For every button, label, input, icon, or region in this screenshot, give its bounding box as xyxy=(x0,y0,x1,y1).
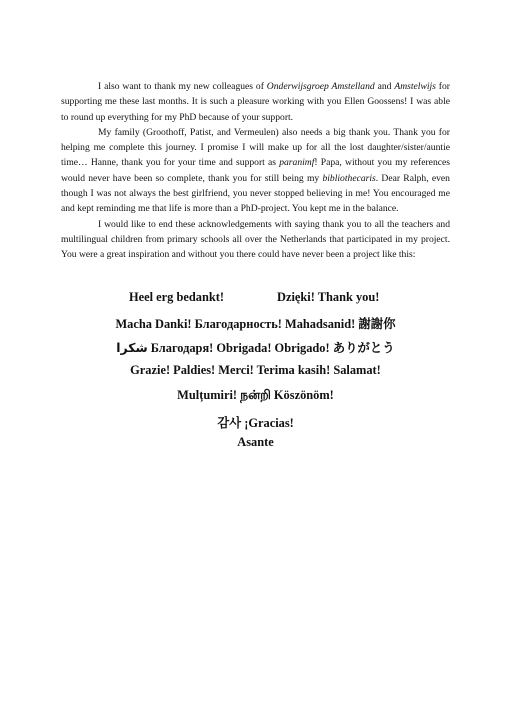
thanks-arabic: شكرا xyxy=(116,340,148,355)
thanks-text: Благодаря! Obrigada! Obrigado! xyxy=(150,341,330,355)
thanks-korean: 감사 xyxy=(217,415,242,430)
thanks-line-5 xyxy=(61,387,450,404)
paragraph-teachers: I would like to end these acknowledgements with saying thank you to all the teachers and multilingual children from primary schools all over the Netherlands that participated in my project. You were a great inspiration and without you there could have never been a project like this: xyxy=(61,218,450,261)
paragraph-colleagues xyxy=(61,79,450,125)
thanks-line-3 xyxy=(61,338,450,356)
thanks-tamil: நன்றி xyxy=(240,387,271,402)
thanks-japanese: ありがとう xyxy=(332,340,395,355)
thanks-line-6 xyxy=(61,413,450,431)
text-span: . Dear Ralph, even though I was not always the best girlfriend, you never stopped believing in me! You encouraged me and kept reminding me that life is more than a PhD-project. You kept me in the balance. xyxy=(61,172,450,215)
thanks-dutch: Heel erg bedankt! xyxy=(129,290,224,304)
italic-term: paranimf xyxy=(279,157,315,169)
thanks-line-1 xyxy=(61,290,450,308)
text-span: ! Papa, without you my references would never have been so complete, thank you for still being my xyxy=(61,157,450,184)
thanks-swahili: Asante xyxy=(237,435,274,449)
italic-term: Onderwijsgroep Amstelland xyxy=(266,81,375,92)
thanks-chinese: 謝謝你 xyxy=(358,316,396,331)
paragraph-family xyxy=(61,125,450,217)
thanks-line-2 xyxy=(61,314,450,332)
italic-term: bibliothecaris xyxy=(322,172,376,184)
thanks-polish-english: Dzięki! Thank you! xyxy=(277,290,380,304)
text-span: and xyxy=(374,81,395,92)
thanks-text: Macha Danki! Благодарность! Mahadsanid! xyxy=(115,317,356,331)
thanks-romanian: Mulțumiri! xyxy=(177,388,238,402)
italic-term: Amstelwijs xyxy=(394,81,436,92)
thanks-hungarian: Köszönöm! xyxy=(273,388,334,402)
text-span: My family (Groothoff, Patist, and Vermeulen) also needs a big thank you. Thank you for helping me complete this journey. I promise I will make up for all the lost daughter/sister/auntie time… Hanne, thank you for your time and support as xyxy=(61,126,450,169)
acknowledgements-text xyxy=(61,79,450,263)
text-span: I also want to thank my new colleagues of xyxy=(98,81,267,92)
thanks-spanish: ¡Gracias! xyxy=(244,416,294,430)
thanks-line-4: Grazie! Paldies! Merci! Terima kasih! Salamat! xyxy=(130,363,381,377)
text-span: for supporting me these last months. It is such a pleasure working with you Ellen Goossens! I was able to round up everything for my PhD because of your support. xyxy=(61,81,450,123)
